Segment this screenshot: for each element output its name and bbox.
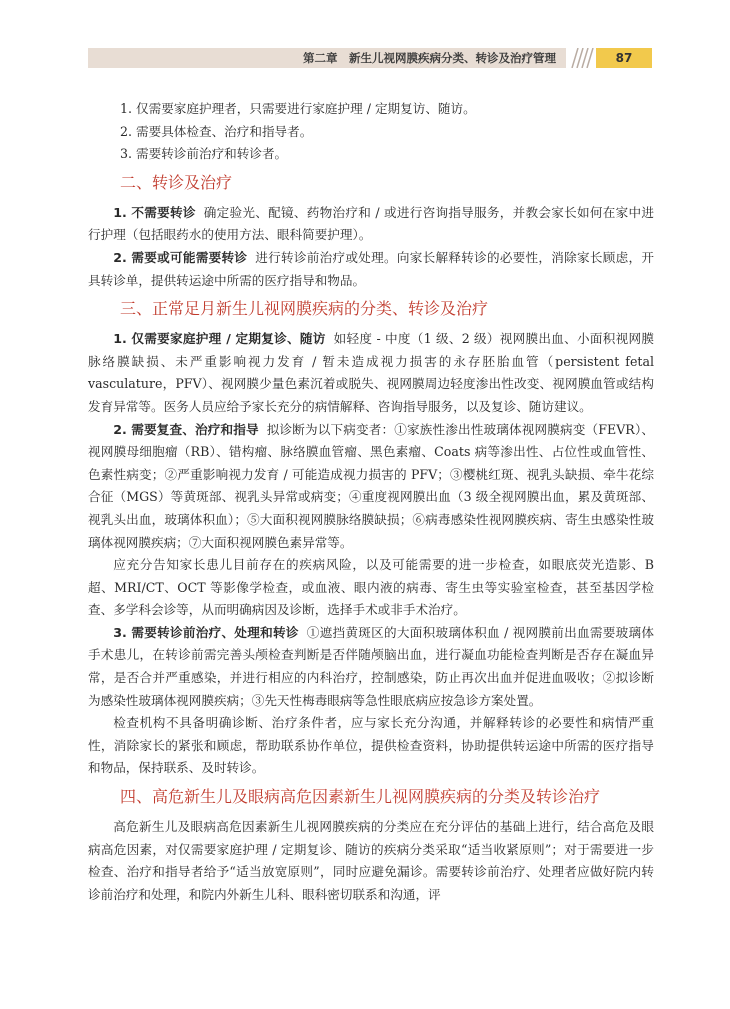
paragraph-text: 拟诊断为以下病变者：①家族性渗出性玻璃体视网膜病变（FEVR）、视网膜母细胞瘤（RB）、错构瘤、脉络膜血管瘤、黑色素瘤、Coats 病等渗出性、占位性或血管性、色素性病变；②严重影响视力发育 / 可能造成视力损害的 PFV；③樱桃红斑、视乳头缺损、牵牛花综合征（MGS）等黄斑部、视乳头异常或病变；④重度视网膜出血（3 级全视网膜出血，累及黄斑部、视乳头出血，玻璃体积血）；⑤大面积视网膜脉络膜缺损；⑥病毒感染性视网膜疾病、寄生虫感染性玻璃体视网膜疾病；⑦大面积视网膜色素异常等。 [88, 421, 654, 550]
list-item: 1. 仅需要家庭护理者，只需要进行家庭护理 / 定期复访、随访。 [120, 101, 476, 116]
paragraph [88, 328, 654, 418]
paragraph-lead: 3. 需要转诊前治疗、处理和转诊 [113, 624, 299, 640]
paragraph-text: 确定验光、配镜、药物治疗和 / 或进行咨询指导服务，并教会家长如何在家中进行护理（包括眼药水的使用方法、眼科简要护理）。 [88, 204, 655, 243]
section-heading-2: 二、转诊及治疗 [120, 172, 233, 192]
page-content [88, 98, 654, 906]
paragraph-lead: 2. 需要或可能需要转诊 [113, 249, 248, 265]
paragraph-lead: 1. 仅需要家庭护理 / 定期复诊、随访 [113, 331, 326, 347]
section-heading-3: 三、正常足月新生儿视网膜疾病的分类、转诊及治疗 [120, 299, 489, 319]
paragraph-lead: 1. 不需要转诊 [113, 204, 196, 220]
slash-decoration-icon [566, 48, 596, 68]
paragraph [88, 247, 654, 292]
paragraph: 检查机构不具备明确诊断、治疗条件者，应与家长充分沟通，并解释转诊的必要性和病情严重性，消除家长的紧张和顾虑，帮助联系协作单位，提供检查资料，协助提供转运途中所需的医疗指导和物品，保持联系、及时转诊。 [88, 715, 654, 776]
paragraph [88, 622, 654, 712]
paragraph-text: ①遮挡黄斑区的大面积玻璃体积血 / 视网膜前出血需要玻璃体手术患儿，在转诊前需完善头颅检查判断是否伴随颅脑出血，进行凝血功能检查判断是否存在凝血异常，是否合并严重感染，并进行相应的内科治疗，控制感染，防止再次出血并促进血吸收；②拟诊断为感染性玻璃体视网膜疾病；③先天性梅毒眼病等急性眼底病应按急诊方案处置。 [88, 624, 655, 708]
page-header [88, 48, 652, 68]
paragraph-text: 进行转诊前治疗或处理。向家长解释转诊的必要性，消除家长顾虑，开具转诊单，提供转运途中所需的医疗指导和物品。 [88, 249, 655, 288]
paragraph: 高危新生儿及眼病高危因素新生儿视网膜疾病的分类应在充分评估的基础上进行，结合高危及眼病高危因素，对仅需要家庭护理 / 定期复诊、随访的疾病分类采取“适当收紧原则”；对于需要进一步检查、治疗和指导者给予“适当放宽原则”，同时应避免漏诊。需要转诊前治疗、处理者应做好院内转诊前治疗和处理，和院内外新生儿科、眼科密切联系和沟通，评 [88, 819, 654, 902]
chapter-title: 第二章 新生儿视网膜疾病分类、转诊及治疗管理 [88, 48, 566, 68]
section-heading-4: 四、高危新生儿及眼病高危因素新生儿视网膜疾病的分类及转诊治疗 [120, 787, 601, 807]
paragraph [88, 202, 654, 247]
paragraph [88, 419, 654, 555]
page-number: 87 [596, 48, 652, 68]
list-item: 2. 需要具体检查、治疗和指导者。 [120, 123, 313, 139]
paragraph-lead: 2. 需要复查、治疗和指导 [113, 421, 259, 437]
list-item: 3. 需要转诊前治疗和转诊者。 [120, 146, 288, 162]
paragraph: 应充分告知家长患儿目前存在的疾病风险，以及可能需要的进一步检查，如眼底荧光造影、B 超、MRI/CT、OCT 等影像学检查，或血液、眼内液的病毒、寄生虫等实验室检查，甚至基因学检查、多学科会诊等，从而明确病因及诊断，选择手术或非手术治疗。 [88, 557, 654, 618]
paragraph-text: 如轻度 - 中度（1 级、2 级）视网膜出血、小面积视网膜脉络膜缺损、未严重影响视力发育 / 暂未造成视力损害的永存胚胎血管（persistent fetal vasculature，PFV）、视网膜少量色素沉着或脱失、视网膜周边轻度渗出性改变、视网膜血管或结构发育异常等。医务人员应给予家长充分的病情解释、咨询指导服务，以及复诊、随访建议。 [88, 331, 654, 414]
